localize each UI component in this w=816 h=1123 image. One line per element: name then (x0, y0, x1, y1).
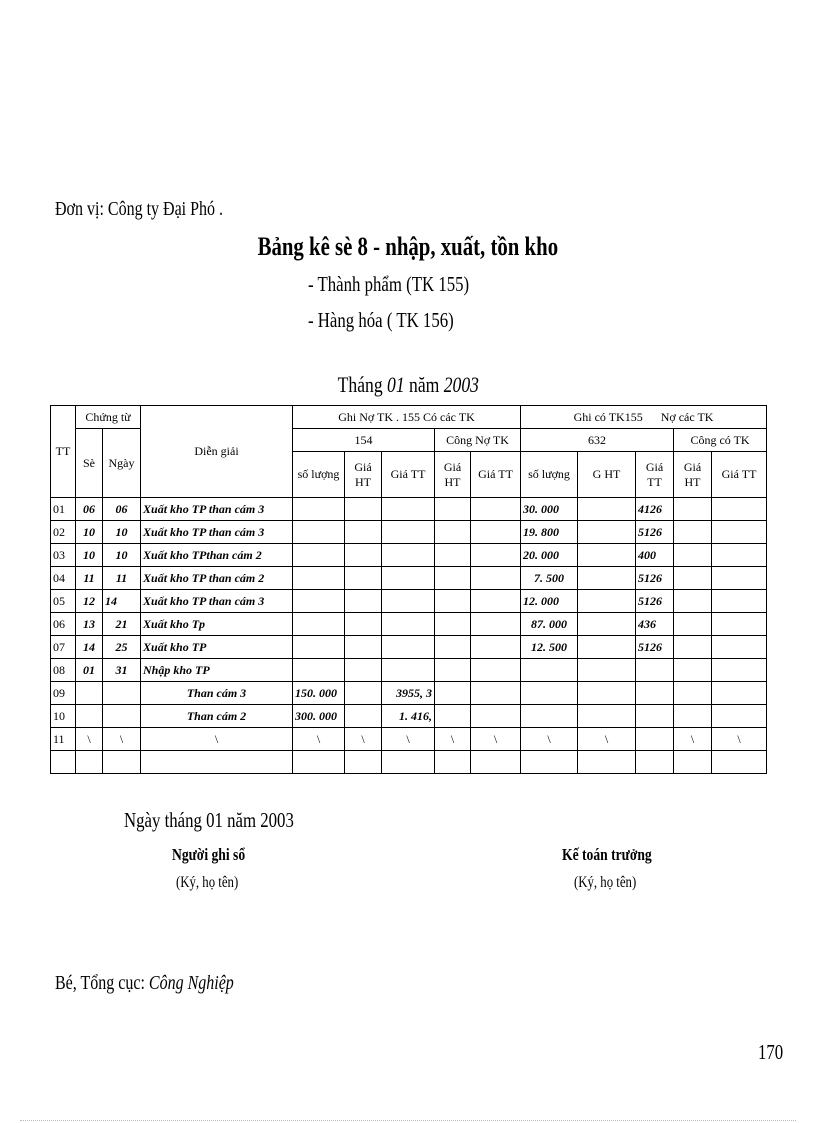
document-title: Bảng kê sè 8 - nhập, xuất, tồn kho (257, 232, 559, 261)
organization-line: Đơn vị: Công ty Đại Phó . (55, 198, 224, 220)
page-number: 170 (758, 1040, 784, 1064)
table-row-slashes: 11 \ \ \ \ \ \ \ \ \ \ \ \ (51, 728, 767, 751)
group-ghi-co: Ghi có TK155 Nợ các TK (521, 406, 767, 429)
col-ngay: Ngày (103, 429, 141, 498)
table-row: 08 01 31 Nhập kho TP (51, 659, 767, 682)
col-so: Sè (76, 429, 103, 498)
table-row: 03 10 10 Xuất kho TPthan cám 2 20. 000 400 (51, 544, 767, 567)
h-g-ht-3: G HT (578, 452, 636, 498)
h-so-luong-3: số lượng (521, 452, 578, 498)
table-row: 07 14 25 Xuất kho TP 12. 500 5126 (51, 636, 767, 659)
h-gia-tt-2: Giá TT (471, 452, 521, 498)
bottom-divider (20, 1120, 796, 1121)
bookkeeper-note: (Ký, họ tên) (176, 874, 239, 891)
table-row: 05 12 14 Xuất kho TP than cám 3 12. 000 5126 (51, 590, 767, 613)
h-gia-ht-4: Giá HT (674, 452, 712, 498)
inventory-table (50, 405, 767, 774)
group-ghi-no: Ghi Nợ TK . 155 Có các TK (293, 406, 521, 429)
table-row: 04 11 11 Xuất kho TP than cám 2 7. 500 5126 (51, 567, 767, 590)
signature-date: Ngày tháng 01 năm 2003 (124, 808, 294, 832)
h-gia-ht-2: Giá HT (435, 452, 471, 498)
table-row: 10 Than cám 2 300. 000 1. 416, (51, 705, 767, 728)
h-gia-tt-4: Giá TT (712, 452, 767, 498)
col-tt: TT (51, 406, 76, 498)
source-line: Bé, Tổng cục: Công Nghiệp (55, 972, 234, 994)
bookkeeper-title: Người ghi sổ (172, 845, 246, 864)
sub-cong-co: Công có TK (674, 429, 767, 452)
table-row: 06 13 21 Xuất kho Tp 87. 000 436 (51, 613, 767, 636)
col-chung-tu: Chứng từ (76, 406, 141, 429)
period-line: Tháng 01 năm 2003 (337, 372, 479, 397)
subtitle-finished-goods: - Thành phẩm (TK 155) (308, 272, 470, 296)
sub-cong-no: Công Nợ TK (435, 429, 521, 452)
chief-accountant-title: Kế toán trưởng (562, 845, 652, 864)
chief-accountant-note: (Ký, họ tên) (574, 874, 637, 891)
h-gia-tt-1: Giá TT (382, 452, 435, 498)
h-gia-tt-3: Giá TT (636, 452, 674, 498)
subtitle-merchandise: - Hàng hóa ( TK 156) (308, 308, 454, 332)
sub-632: 632 (521, 429, 674, 452)
h-so-luong-1: số lượng (293, 452, 345, 498)
table-row: 01 06 06 Xuất kho TP than cám 3 30. 000 4126 (51, 498, 767, 521)
h-gia-ht-1: Giá HT (345, 452, 382, 498)
sub-154: 154 (293, 429, 435, 452)
col-dien-giai: Diễn giải (141, 406, 293, 498)
table-row: 09 Than cám 3 150. 000 3955, 3 (51, 682, 767, 705)
table-row-empty (51, 751, 767, 774)
table-row: 02 10 10 Xuất kho TP than cám 3 19. 800 5126 (51, 521, 767, 544)
